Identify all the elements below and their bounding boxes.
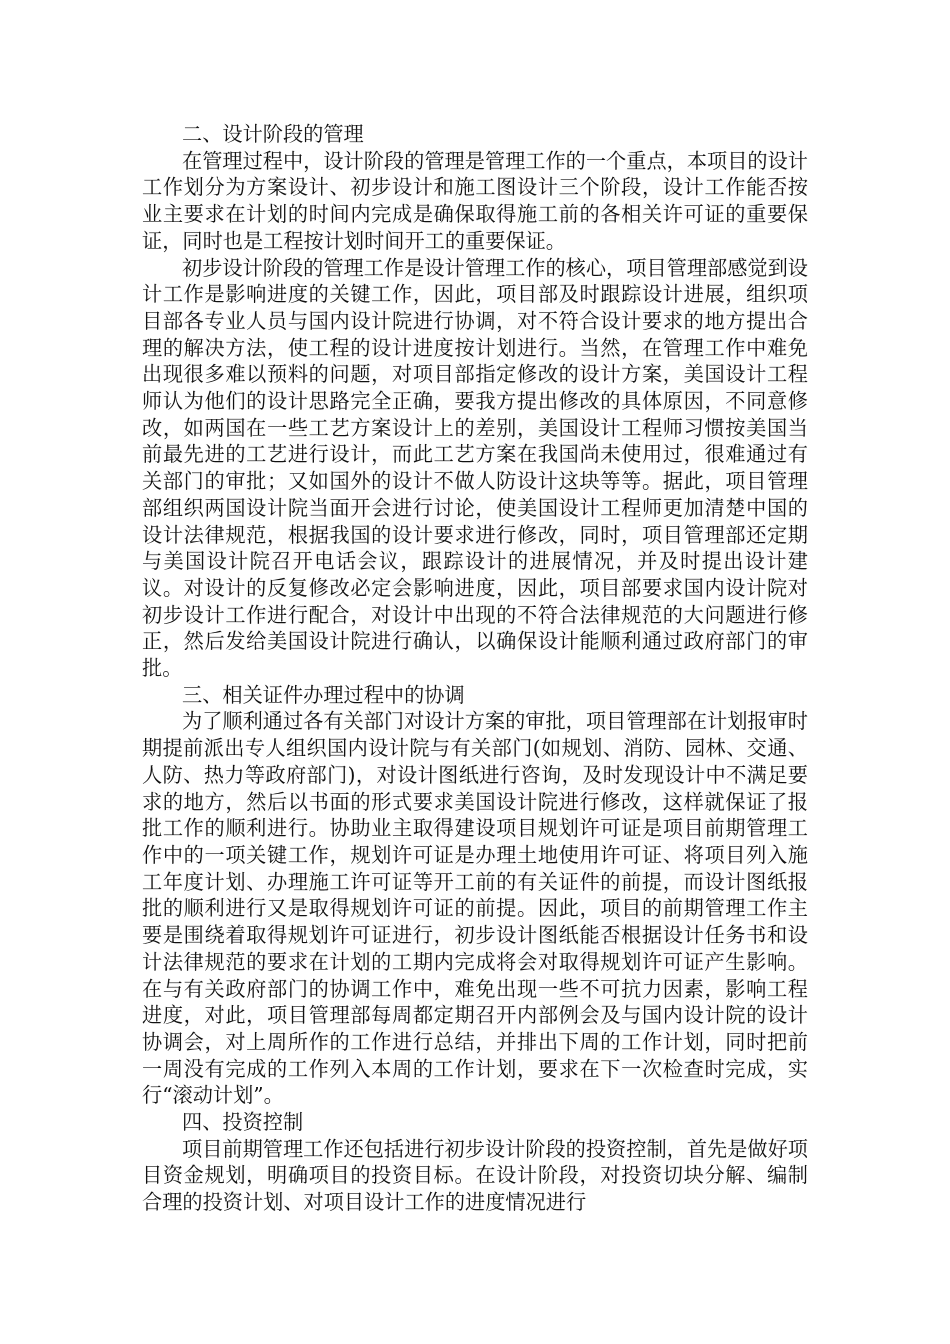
paragraph-preliminary-design: 初步设计阶段的管理工作是设计管理工作的核心，项目管理部感觉到设计工作是影响进度的关键工作，因此，项目部及时跟踪设计进展，组织项目部各专业人员与国内设计院进行协调，对不符合设计要求的地方提出合理的解决方法，使工程的设计进度按计划进行。当然，在管理工作中难免出现很多难以预料的问题，对项目部指定修改的设计方案，美国设计工程师认为他们的设计思路完全正确，要我方提出修改的具体原因，不同意修改，如两国在一些工艺方案设计上的差别，美国设计工程师习惯按美国当前最先进的工艺进行设计，而此工艺方案在我国尚未使用过，很难通过有关部门的审批；又如国外的设计不做人防设计这块等等。据此，项目管理部组织两国设计院当面开会进行讨论，使美国设计工程师更加清楚中国的设计法律规范，根据我国的设计要求进行修改，同时，项目管理部还定期与美国设计院召开电话会议，跟踪设计的进展情况，并及时提出设计建议。对设计的反复修改必定会影响进度，因此，项目部要求国内设计院对初步设计工作进行配合，对设计中出现的不符合法律规范的大问题进行修正，然后发给美国设计院进行确认，以确保设计能顺利通过政府部门的审批。 xyxy=(142,255,808,681)
section-heading-design-stage: 二、设计阶段的管理 xyxy=(182,122,364,146)
paragraph-permit-coordination: 为了顺利通过各有关部门对设计方案的审批，项目管理部在计划报审时期提前派出专人组织国内设计院与有关部门(如规划、消防、园林、交通、人防、热力等政府部门)，对设计图纸进行咨询，及时发现设计中不满足要求的地方，然后以书面的形式要求美国设计院进行修改，这样就保证了报批工作的顺利进行。协助业主取得建设项目规划许可证是项目前期管理工作中的一项关键工作，规划许可证是办理土地使用许可证、将项目列入施工年度计划、办理施工许可证等开工前的有关证件的前提，而设计图纸报批的顺利进行又是取得规划许可证的前提。因此，项目的前期管理工作主要是围绕着取得规划许可证进行，初步设计图纸能否根据设计任务书和设计法律规范的要求在计划的工期内完成将会对取得规划许可证产生影响。在与有关政府部门的协调工作中，难免出现一些不可抗力因素，影响工程进度，对此，项目管理部每周都定期召开内部例会及与国内设计院的设计协调会，对上周所作的工作进行总结，并排出下周的工作计划，同时把前一周没有完成的工作列入本周的工作计划，要求在下一次检查时完成，实行“滚动计划”。 xyxy=(142,709,808,1108)
section-heading-permit-coordination: 三、相关证件办理过程中的协调 xyxy=(182,682,465,707)
paragraph-investment-control: 项目前期管理工作还包括进行初步设计阶段的投资控制，首先是做好项目资金规划，明确项目的投资目标。在设计阶段，对投资切块分解、编制合理的投资计划、对项目设计工作的进度情况进行 xyxy=(142,1136,808,1215)
section-heading-investment-control: 四、投资控制 xyxy=(182,1110,304,1135)
document-body xyxy=(142,121,808,1216)
paragraph-design-stage-intro: 在管理过程中，设计阶段的管理是管理工作的一个重点，本项目的设计工作划分为方案设计、初步设计和施工图设计三个阶段，设计工作能否按业主要求在计划的时间内完成是确保取得施工前的各相关许可证的重要保证，同时也是工程按计划时间开工的重要保证。 xyxy=(142,148,808,253)
